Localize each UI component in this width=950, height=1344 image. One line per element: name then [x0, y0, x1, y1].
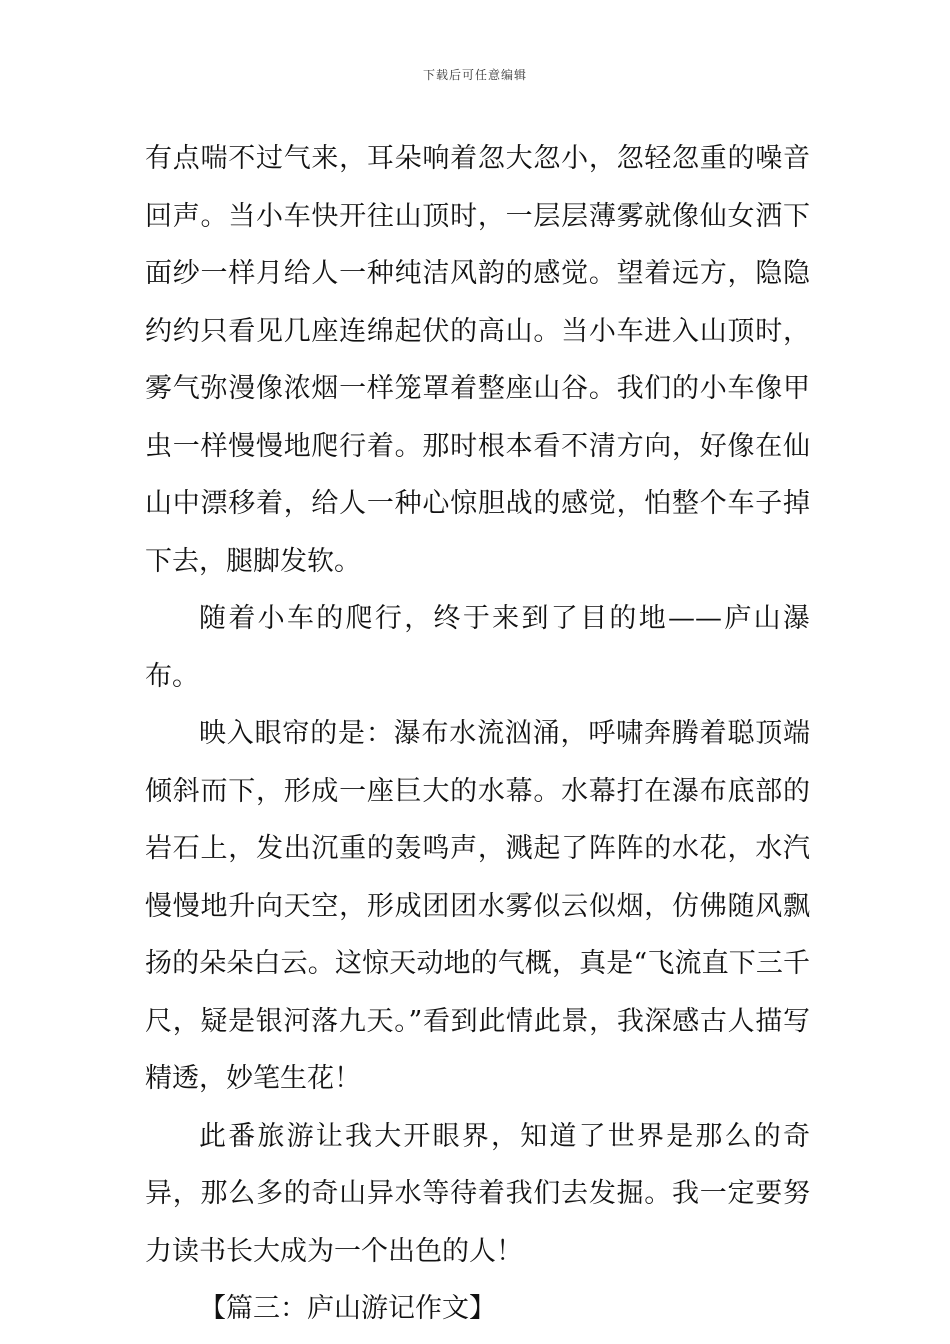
- paragraph-conclusion: 此番旅游让我大开眼界，知道了世界是那么的奇异，那么多的奇山异水等待着我们去发掘。我一定要努力读书长大成为一个出色的人！: [145, 1120, 810, 1267]
- paragraph-waterfall: 映入眼帘的是：瀑布水流汹涌，呼啸奔腾着聪顶端倾斜而下，形成一座巨大的水幕。水幕打在瀑布底部的岩石上，发出沉重的轰鸣声，溅起了阵阵的水花，水汽慢慢地升向天空，形成团团水雾似云似烟，仿佛随风飘扬的朵朵白云。这惊天动地的气概，真是“飞流直下三千尺，疑是银河落九天。”看到此情此景，我深感古人描写精透，妙笔生花！: [145, 718, 810, 1094]
- section-heading: 【篇三：庐山游记作文】: [199, 1293, 496, 1324]
- paragraph-continuation: 有点喘不过气来，耳朵响着忽大忽小，忽轻忽重的噪音回声。当小车快开往山顶时，一层层薄雾就像仙女洒下面纱一样月给人一种纯洁风韵的感觉。望着远方，隐隐约约只看见几座连绵起伏的高山。当小车进入山顶时，雾气弥漫像浓烟一样笼罩着整座山谷。我们的小车像甲虫一样慢慢地爬行着。那时根本看不清方向，好像在仙山中漂移着，给人一种心惊胆战的感觉，怕整个车子掉下去，腿脚发软。: [145, 143, 810, 577]
- paragraph-arrival: 随着小车的爬行，终于来到了目的地——庐山瀑布。: [145, 603, 810, 692]
- page-header-note: 下载后可任意编辑: [422, 68, 527, 82]
- document-body: [145, 130, 810, 1338]
